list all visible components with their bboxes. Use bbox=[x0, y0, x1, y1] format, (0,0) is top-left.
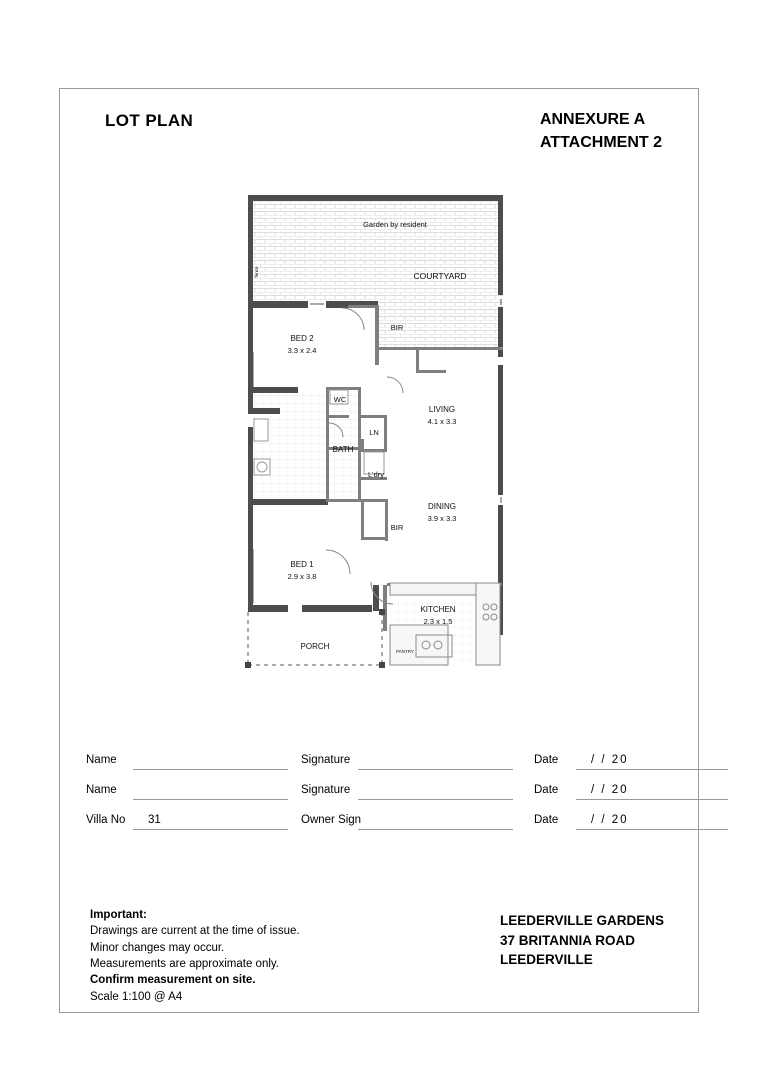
label-pantry: PANTRY bbox=[396, 649, 414, 654]
label-kitchen-dims: 2.3 x 1.5 bbox=[423, 617, 453, 626]
villa-row bbox=[86, 811, 676, 841]
villa-no-rule[interactable] bbox=[133, 829, 288, 830]
annexure-line-2: ATTACHMENT 2 bbox=[539, 133, 662, 151]
note-line-1: Drawings are current at the time of issue. bbox=[90, 925, 300, 938]
annexure-heading bbox=[540, 109, 662, 154]
note-line-2: Minor changes may occur. bbox=[90, 941, 225, 954]
signature-rule[interactable] bbox=[358, 799, 513, 800]
label-wc: WC bbox=[333, 395, 347, 404]
property-address bbox=[500, 911, 664, 970]
signature-label: Signature bbox=[301, 754, 351, 766]
date-label: Date bbox=[534, 814, 559, 826]
name-label: Name bbox=[86, 784, 117, 796]
villa-no-label: Villa No bbox=[86, 814, 126, 826]
date-label: Date bbox=[534, 784, 559, 796]
scale-note: Scale 1:100 @ A4 bbox=[90, 991, 183, 1003]
signature-row bbox=[86, 781, 676, 811]
label-garden: Garden by resident bbox=[363, 220, 427, 229]
label-courtyard: COURTYARD bbox=[413, 271, 467, 281]
label-bed2-name: BED 2 bbox=[290, 334, 314, 343]
date-rule[interactable] bbox=[576, 829, 728, 830]
label-kitchen-name: KITCHEN bbox=[420, 605, 456, 614]
owner-sign-label: Owner Sign bbox=[301, 814, 362, 826]
label-porch: PORCH bbox=[300, 642, 330, 651]
label-ln: LN bbox=[369, 428, 379, 437]
label-bath: BATH bbox=[332, 445, 354, 454]
important-note bbox=[90, 907, 300, 989]
date-rule[interactable] bbox=[576, 769, 728, 770]
address-line-2: 37 BRITANNIA ROAD bbox=[500, 932, 636, 948]
label-living-name: LIVING bbox=[428, 405, 456, 414]
signature-row bbox=[86, 751, 676, 781]
signature-rule[interactable] bbox=[358, 769, 513, 770]
page-title: LOT PLAN bbox=[105, 111, 194, 130]
note-line-4: Confirm measurement on site. bbox=[90, 974, 256, 987]
label-bed2-dims: 3.3 x 2.4 bbox=[287, 346, 317, 355]
label-bir-bottom: BIR bbox=[390, 523, 404, 532]
label-dining-dims: 3.9 x 3.3 bbox=[427, 514, 457, 523]
label-ldry: L'dry bbox=[367, 470, 385, 479]
date-value[interactable]: / / 20 bbox=[591, 784, 629, 796]
label-bir-top: BIR bbox=[390, 323, 404, 332]
label-bed1-dims: 2.9 x 3.8 bbox=[287, 572, 317, 581]
name-rule[interactable] bbox=[133, 799, 288, 800]
address-line-1: LEEDERVILLE GARDENS bbox=[500, 913, 665, 928]
signature-label: Signature bbox=[301, 784, 351, 796]
note-line-3: Measurements are approximate only. bbox=[90, 957, 279, 970]
label-bed1-name: BED 1 bbox=[290, 560, 314, 569]
label-living-dims: 4.1 x 3.3 bbox=[427, 417, 457, 426]
signature-block bbox=[86, 751, 676, 841]
important-label: Important: bbox=[90, 909, 147, 921]
floor-plan bbox=[230, 187, 530, 707]
label-dining-name: DINING bbox=[428, 502, 456, 511]
annexure-line-1: ANNEXURE A bbox=[539, 111, 646, 128]
owner-sign-rule[interactable] bbox=[358, 829, 513, 830]
name-rule[interactable] bbox=[133, 769, 288, 770]
document-page bbox=[59, 88, 699, 1013]
date-value[interactable]: / / 20 bbox=[591, 814, 629, 826]
label-fence: fence bbox=[254, 266, 259, 278]
address-line-3: LEEDERVILLE bbox=[500, 952, 593, 968]
date-rule[interactable] bbox=[576, 799, 728, 800]
name-label: Name bbox=[86, 754, 117, 766]
villa-no-value[interactable]: 31 bbox=[148, 814, 161, 826]
date-label: Date bbox=[534, 754, 559, 766]
date-value[interactable]: / / 20 bbox=[591, 754, 629, 766]
